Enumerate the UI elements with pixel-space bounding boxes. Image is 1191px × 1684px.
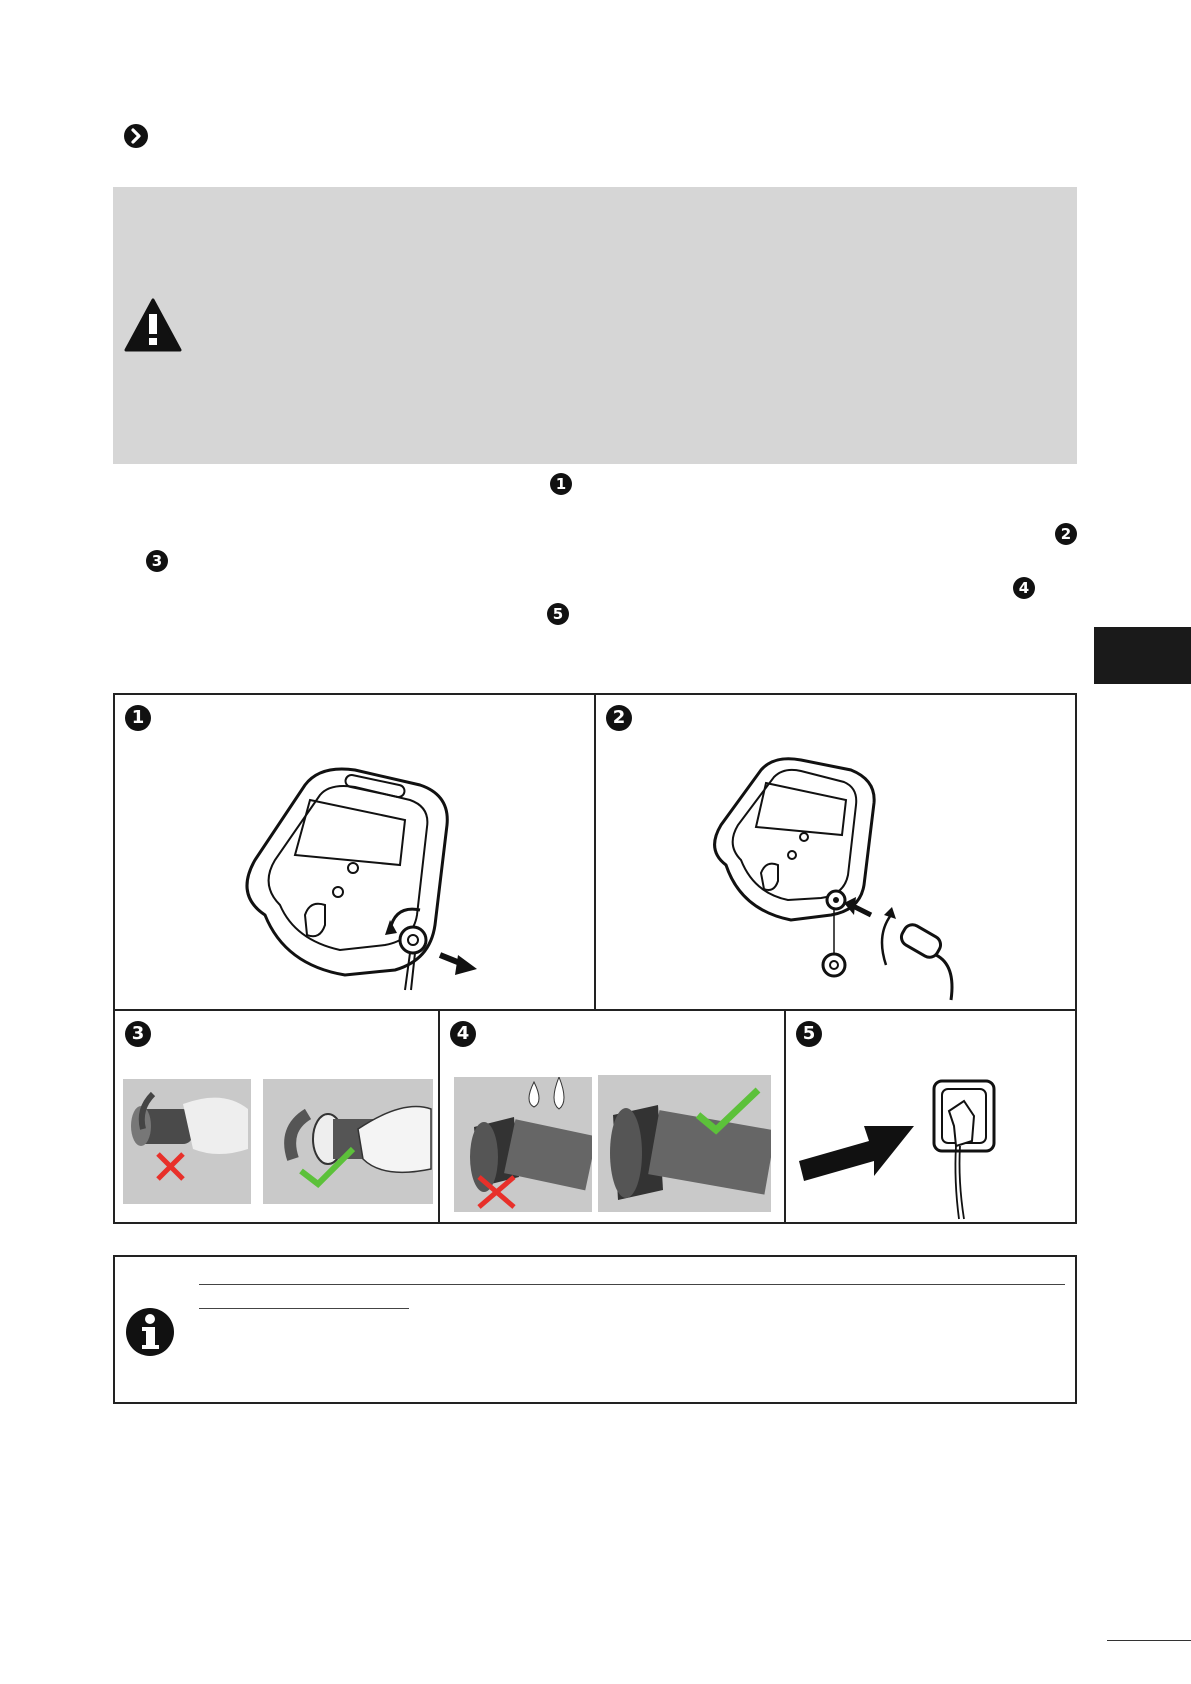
- step-ref-1: 1: [550, 473, 572, 495]
- warning-triangle-icon: [124, 298, 182, 352]
- panel-3-number: 3: [125, 1021, 151, 1047]
- panel-4-number: 4: [450, 1021, 476, 1047]
- step-ref-3: 3: [146, 550, 168, 572]
- info-icon: [125, 1307, 175, 1357]
- plug-socket-illustration: [794, 1071, 1024, 1221]
- panel-step-4: [438, 1009, 786, 1224]
- robot-cleaner-connect-illustration: [696, 755, 996, 1005]
- info-rule-short: [199, 1308, 409, 1309]
- footer-rule: [1107, 1640, 1191, 1641]
- info-box: [113, 1255, 1077, 1404]
- panel-5-number: 5: [796, 1021, 822, 1047]
- panel-step-5: [784, 1009, 1077, 1224]
- warning-box: [113, 187, 1077, 464]
- step-ref-5: 5: [547, 603, 569, 625]
- panel-step-1: [113, 693, 596, 1011]
- correct-connection-photo: [598, 1075, 771, 1212]
- section-tab: [1094, 627, 1191, 684]
- panel-step-3: [113, 1009, 440, 1224]
- panel-2-number: 2: [606, 705, 632, 731]
- wrong-rotation-photo: [123, 1079, 251, 1204]
- robot-cleaner-illustration: [225, 765, 505, 995]
- wrong-connection-photo: [454, 1077, 592, 1212]
- panel-1-number: 1: [125, 705, 151, 731]
- info-rule-top: [199, 1284, 1065, 1285]
- chevron-right-circle-icon: [124, 124, 148, 148]
- correct-rotation-photo: [263, 1079, 433, 1204]
- panel-step-2: [594, 693, 1077, 1011]
- step-ref-2: 2: [1055, 523, 1077, 545]
- step-ref-4: 4: [1013, 577, 1035, 599]
